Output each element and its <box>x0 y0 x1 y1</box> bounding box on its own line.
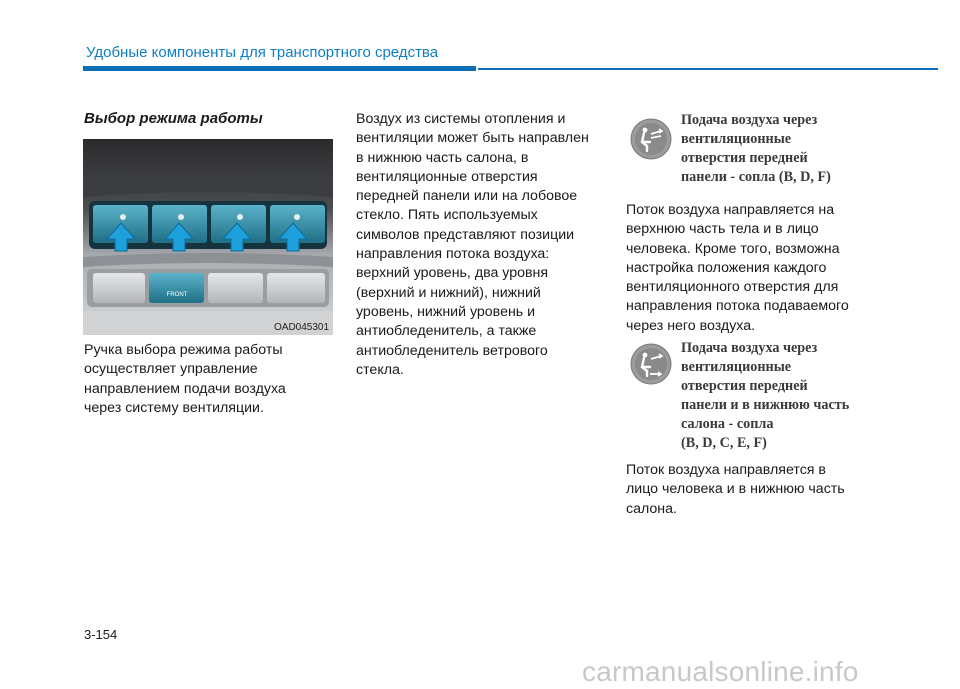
text-line: лицо человека и в нижнюю часть <box>626 481 845 498</box>
title-line: салона - сопла <box>681 416 774 432</box>
text-line: символов представляют позиции <box>356 226 575 243</box>
text-line: антиобледенитель ветрового <box>356 342 548 359</box>
mode-face-feet-title <box>681 339 881 453</box>
text-line: осуществляет управление <box>84 361 258 378</box>
header-rule-thick <box>83 66 476 71</box>
text-line: верхнюю часть тела и в лицо <box>626 221 819 238</box>
text-line: направления потока подаваемого <box>626 298 849 315</box>
text-line: вентиляционного отверстия для <box>626 279 839 296</box>
header-title: Удобные компоненты для транспортного средства <box>86 44 439 61</box>
text-line: через систему вентиляции. <box>84 399 264 416</box>
mode-face-title <box>681 111 881 187</box>
text-line: (верхний и нижний), нижний <box>356 284 541 301</box>
mode-face-feet-text <box>626 461 878 519</box>
text-line: Поток воздуха направляется в <box>626 462 826 478</box>
text-line: салона. <box>626 500 677 517</box>
page-number: 3-154 <box>84 627 118 642</box>
title-line: панели - сопла (B, D, F) <box>681 169 831 185</box>
text-line: вентиляции может быть направлен <box>356 130 589 147</box>
title-line: вентиляционные <box>681 359 792 375</box>
text-line: уровень, нижний уровень и <box>356 303 536 320</box>
title-line: вентиляционные <box>681 131 792 147</box>
section-title: Выбор режима работы <box>84 110 263 127</box>
intro-text <box>84 341 334 418</box>
text-line: Воздух из системы отопления и <box>356 111 566 127</box>
photo-code: OAD045301 <box>274 322 330 333</box>
text-line: стекло. Пять используемых <box>356 207 538 224</box>
vent-face-feet-icon <box>630 343 672 385</box>
text-line: Поток воздуха направляется на <box>626 202 835 218</box>
description-text <box>356 110 604 380</box>
text-line: передней панели или на лобовое <box>356 188 578 205</box>
text-line: через него воздуха. <box>626 317 756 334</box>
control-panel-photo <box>83 139 333 335</box>
title-line: (B, D, C, E, F) <box>681 435 767 451</box>
mode-face-text <box>626 201 878 336</box>
text-line: настройка положения каждого <box>626 259 827 276</box>
text-line: стекла. <box>356 361 404 378</box>
text-line: антиобледенитель, а также <box>356 323 537 340</box>
title-line: отверстия передней <box>681 378 808 394</box>
header-rule-thin <box>478 68 938 70</box>
text-line: Ручка выбора режима работы <box>84 342 283 358</box>
title-line: Подача воздуха через <box>681 112 818 128</box>
text-line: в нижнюю часть салона, в <box>356 149 529 166</box>
front-button-label: FRONT <box>166 292 188 298</box>
text-line: направления потока воздуха: <box>356 246 550 263</box>
text-line: направлением подачи воздуха <box>84 380 286 397</box>
vent-face-icon <box>630 118 672 160</box>
title-line: отверстия передней <box>681 150 808 166</box>
watermark: carmanualsonline.info <box>582 656 859 687</box>
text-line: вентиляционные отверстия <box>356 168 538 185</box>
title-line: панели и в нижнюю часть <box>681 397 850 413</box>
text-line: человека. Кроме того, возможна <box>626 240 840 257</box>
title-line: Подача воздуха через <box>681 340 818 356</box>
text-line: верхний уровень, два уровня <box>356 265 549 282</box>
